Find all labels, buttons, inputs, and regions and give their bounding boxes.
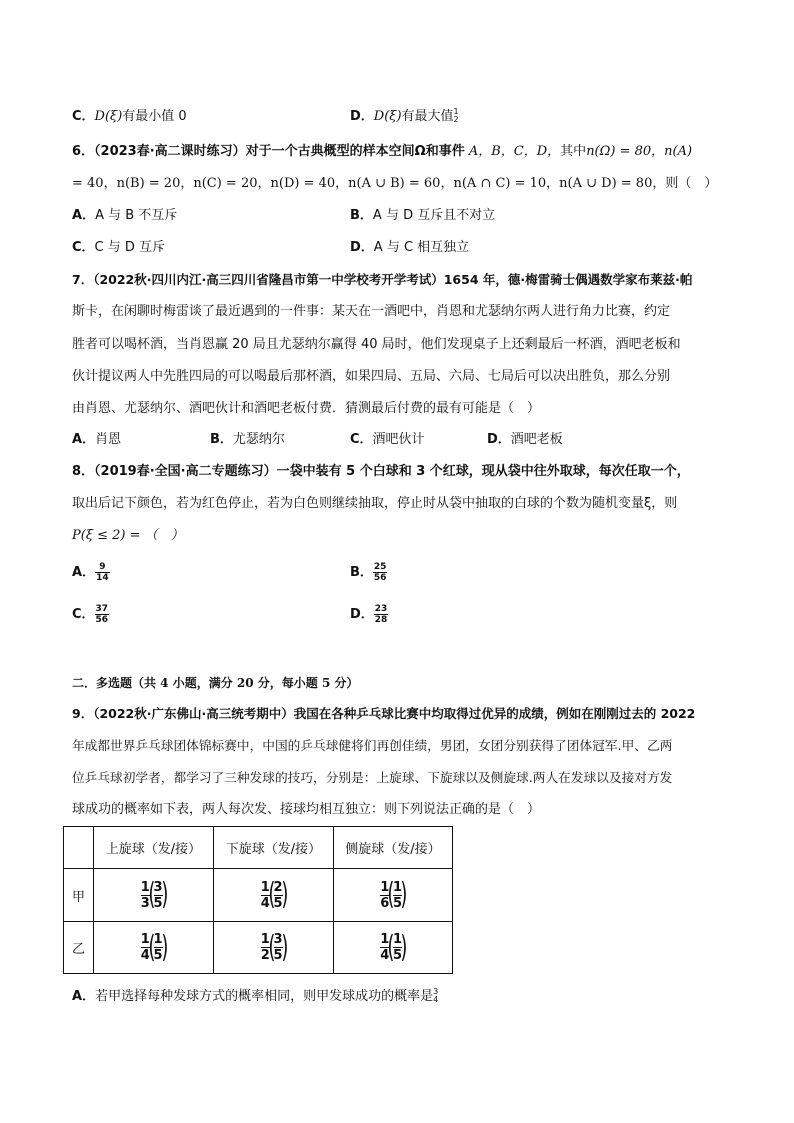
table-header-cell: 侧旋球（发/接） xyxy=(334,827,453,869)
option-text: 尤瑟纳尔 xyxy=(232,432,285,447)
option-text: 肖恩 xyxy=(95,432,122,447)
denominator: 14 xyxy=(96,573,109,583)
option-label: B． xyxy=(350,565,373,580)
option-label: A． xyxy=(72,208,96,223)
table-header-cell: 下旋球（发/接） xyxy=(214,827,334,869)
question-text: 其中 xyxy=(560,144,587,159)
paren: ) xyxy=(280,877,288,912)
numerator: 1 xyxy=(140,879,150,895)
denominator: 6 xyxy=(380,895,390,911)
row-label: 甲 xyxy=(64,869,94,922)
denominator: 5 xyxy=(393,948,403,963)
fraction xyxy=(95,562,110,583)
numerator: 3 xyxy=(273,932,283,947)
option-text: 有最大值 xyxy=(401,109,454,124)
q6-stem-line2: = 40，n(B) = 20，n(C) = 20，n(D) = 40，n(A ∪ B) = 60，n(A ∩ C) = 10，n(A ∪ D) = 80，则（ ） xyxy=(72,176,718,191)
q8-stem-line2: 取出后记下颜色，若为红色停止，若为白色则继续抽取，停止时从袋中抽取的白球的个数为随机变量ξ，则 xyxy=(72,496,678,511)
numerator: 2 xyxy=(273,879,283,895)
numerator: 1 xyxy=(380,932,390,947)
option-label: B． xyxy=(350,208,373,223)
q8-stem-line1: 8．（2019春·全国·高二专题练习）一袋中装有 5 个白球和 3 个红球，现从袋中往外取球，每次任取一个， xyxy=(72,464,690,479)
numerator: 3 xyxy=(153,879,163,895)
paren: ( xyxy=(148,929,156,965)
q6-option-d xyxy=(350,239,469,257)
fraction xyxy=(374,604,389,625)
math-expr: A，B，C，D， xyxy=(464,144,561,159)
table-row xyxy=(64,922,453,974)
q7-option-a xyxy=(72,431,121,449)
paren: ( xyxy=(387,929,395,965)
q7-stem-line1: 7．（2022秋·四川内江·高三四川省隆昌市第一中学校考开学考试）1654 年，德·梅雷骑士偶遇数学家布莱兹·帕 xyxy=(72,272,693,287)
option-label: D． xyxy=(350,240,374,255)
denominator: 5 xyxy=(153,895,163,911)
table-cell xyxy=(94,922,214,974)
option-label: A． xyxy=(72,989,96,1004)
paren: ) xyxy=(160,877,168,912)
table-row xyxy=(64,869,453,922)
numerator: 1 xyxy=(380,879,390,895)
option-text: 酒吧老板 xyxy=(510,432,563,447)
table-cell xyxy=(214,869,334,922)
q6-option-b xyxy=(350,207,495,225)
q5-option-d xyxy=(350,108,459,126)
q6-option-a xyxy=(72,207,177,225)
q7-option-c xyxy=(350,431,425,449)
denominator: 5 xyxy=(273,895,283,911)
option-text: 若甲选择每种发球方式的概率相同，则甲发球成功的概率是 xyxy=(95,989,434,1004)
q7-stem-line5: 由肖恩、尤瑟纳尔、酒吧伙计和酒吧老板付费．猜测最后付费的最有可能是（ ） xyxy=(72,401,541,416)
question-text: 6．（2023春·高二课时练习）对于一个古典概型的样本空间Ω和事件 xyxy=(72,144,465,159)
q5-option-c xyxy=(72,108,187,126)
denominator: 2 xyxy=(260,948,270,963)
q8-option-c xyxy=(72,604,109,625)
paren: ) xyxy=(160,929,168,965)
q7-stem-line2: 斯卡，在闲聊时梅雷谈了最近遇到的一件事：某天在一酒吧中，肖恩和尤瑟纳尔两人进行角力比赛，约定 xyxy=(72,304,671,319)
q8-option-b xyxy=(350,562,387,583)
denominator: 5 xyxy=(153,948,163,963)
option-text: A 与 B 不互斥 xyxy=(95,208,178,223)
option-label: C． xyxy=(350,432,373,447)
table-cell xyxy=(94,869,214,922)
option-text: A 与 D 互斥且不对立 xyxy=(372,208,496,223)
numerator: 1 xyxy=(260,879,270,895)
paren: ( xyxy=(268,929,276,965)
numerator: 1 xyxy=(393,879,403,895)
math-expr: D(ξ) xyxy=(373,109,402,124)
numerator: 1 xyxy=(140,932,150,947)
paren: ( xyxy=(148,877,156,912)
numerator: 9 xyxy=(95,562,110,573)
denominator: 4 xyxy=(380,948,390,963)
row-label: 乙 xyxy=(64,922,94,974)
fraction xyxy=(95,604,110,625)
table-header-cell: 上旋球（发/接） xyxy=(94,827,214,869)
q7-option-d xyxy=(487,431,563,449)
option-label: C． xyxy=(72,240,95,255)
paren: ( xyxy=(387,877,395,912)
denominator: 56 xyxy=(373,573,387,583)
option-text: 酒吧伙计 xyxy=(372,432,425,447)
numerator: 37 xyxy=(95,604,109,614)
denominator: 3 xyxy=(140,895,150,911)
q6-option-c xyxy=(72,239,165,257)
fraction xyxy=(454,108,459,124)
option-label: A． xyxy=(72,565,96,580)
fraction xyxy=(433,988,438,1004)
paren: ) xyxy=(400,877,408,912)
numerator: 1 xyxy=(453,107,459,116)
option-label: C． xyxy=(72,607,95,622)
probability-table xyxy=(63,826,453,974)
paren: ( xyxy=(268,877,276,912)
denominator: 5 xyxy=(393,895,403,911)
q9-option-a xyxy=(72,988,438,1006)
option-label: D． xyxy=(487,432,511,447)
numerator: 1 xyxy=(260,932,270,947)
q8-option-a xyxy=(72,562,110,583)
denominator: 4 xyxy=(140,948,150,963)
option-label: D． xyxy=(350,607,374,622)
denominator: 5 xyxy=(273,948,283,963)
q9-stem-line2: 年成都世界乒乓球团体锦标赛中，中国的乒乓球健将们再创佳绩，男团，女团分别获得了团体冠军.甲、乙两 xyxy=(72,738,673,753)
denominator: 2 xyxy=(453,115,459,124)
q7-stem-line4: 伙计提议两人中先胜四局的可以喝最后那杯酒，如果四局、五局、六局、七局后可以决出胜负，那么分别 xyxy=(72,369,671,384)
option-label: C． xyxy=(72,109,95,124)
q6-stem-line1 xyxy=(72,143,692,161)
numerator: 3 xyxy=(433,987,439,996)
numerator: 1 xyxy=(153,932,163,947)
table-cell xyxy=(334,922,453,974)
q9-stem-line3: 位乒乓球初学者，都学习了三种发球的技巧，分别是：上旋球、下旋球以及侧旋球.两人在发球以及接对方发 xyxy=(72,770,673,785)
denominator: 4 xyxy=(433,995,439,1004)
table-header-cell xyxy=(64,827,94,869)
table-cell xyxy=(214,922,334,974)
q7-stem-line3: 胜者可以喝杯酒，当肖恩赢 20 局且尤瑟纳尔赢得 40 局时，他们发现桌子上还剩最后一杯酒，酒吧老板和 xyxy=(72,337,681,352)
paren: ) xyxy=(400,929,408,965)
denominator: 4 xyxy=(260,895,270,911)
option-label: B． xyxy=(210,432,233,447)
numerator: 23 xyxy=(374,604,388,614)
q9-stem-line4: 球成功的概率如下表，两人每次发、接球均相互独立：则下列说法正确的是（ ） xyxy=(72,802,541,817)
denominator: 56 xyxy=(95,615,109,625)
option-text: A 与 C 相互独立 xyxy=(373,240,470,255)
q7-option-b xyxy=(210,431,285,449)
numerator: 1 xyxy=(393,932,403,947)
option-text: 有最小值 0 xyxy=(122,109,187,124)
q9-stem-line1: 9．（2022秋·广东佛山·高三统考期中）我国在各种乒乓球比赛中均取得过优异的成绩，例如在刚刚过去的 2022 xyxy=(72,706,696,721)
math-expr: D(ξ) xyxy=(94,109,123,124)
denominator: 28 xyxy=(374,615,388,625)
option-label: A． xyxy=(72,432,96,447)
option-label: D． xyxy=(350,109,374,124)
option-text: C 与 D 互斥 xyxy=(94,240,166,255)
numerator: 25 xyxy=(373,562,387,572)
table-cell xyxy=(334,869,453,922)
q8-option-d xyxy=(350,604,388,625)
q8-stem-line3: P(ξ ≤ 2) = （ ） xyxy=(72,528,184,543)
section-heading: 二．多选题（共 4 小题，满分 20 分，每小题 5 分） xyxy=(72,676,359,690)
paren: ) xyxy=(280,929,288,965)
table-header-row xyxy=(64,827,453,869)
fraction xyxy=(373,562,388,583)
math-expr: n(Ω) = 80，n(A) xyxy=(586,144,693,159)
